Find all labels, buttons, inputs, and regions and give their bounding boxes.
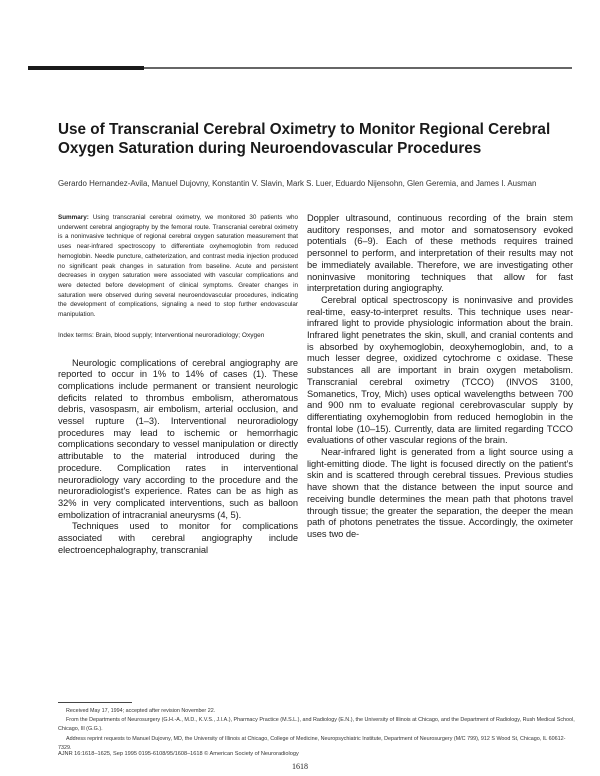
body-paragraph: Cerebral optical spectroscopy is noninvasive and provides real-time, easy-to-interpret results. This technique uses near-infrared light to provide physiologic information about the brain. Infrared light penetrates the skin, skull, and cranial contents and is absorbed by oxyhemoglobin, deoxyhemoglobin, and, to a much lesser degree, oxidized cytochrome c oxidase. These substances all are important in brain oxygen metabolism. Transcranial cerebral oximetry (TCCO) (INVOS 3100, Somanetics, Troy, Mich) uses optical wavelengths between 700 and 900 nm to evaluate regional cerebrovascular supply by differentiating oxyhemoglobin from reduced hemoglobin in the frontal lobe (10–15). Currently, data are limited regarding TCCO evaluations of other vascular regions of the brain.	[307, 294, 573, 446]
index-terms: Index terms: Brain, blood supply; Interventional neuroradiology; Oxygen	[58, 331, 265, 339]
summary-abstract	[58, 213, 298, 320]
header-rule-thin	[144, 67, 572, 69]
summary-text: Using transcranial cerebral oximetry, we monitored 30 patients who underwent cerebral angiography by the femoral route. Transcranial cerebral oximetry is a noninvasive technique of regional cerebral oxygen saturation measurement that uses near-infrared spectroscopy to differentiate oxyhemoglobin from reduced hemoglobin. Needle puncture, catheterization, and contrast media injection produced no significant peak changes in saturation from baseline. Acute and persistent decreases in oxygen saturation were associated with vascular complications and were detected before development of clinical symptoms. Greater changes in saturation were observed during several neuroendovascular procedures, indicating the development of complications, signaling a need to stop further endovascular manipulation.	[58, 214, 298, 319]
right-column	[307, 213, 573, 541]
footnote-divider	[58, 702, 132, 703]
page-number: 1618	[292, 762, 308, 771]
footnote-reprint-address: Address reprint requests to Manuel Dujovny, MD, the University of Illinois at Chicago, College of Medicine, Neuropsychiatric Institute, Department of Neurosurgery (M/C 799), 912 S Wood St, Chicago, IL 60612-7329.	[58, 735, 566, 751]
footnote-affiliations: From the Departments of Neurosurgery (G.H.-A., M.D., K.V.S., J.I.A.), Pharmacy Practice (M.S.L.), and Radiology (E.N.), the University of Illinois at Chicago, and the Department of Radiology, Rush Medical School, Chicago, Ill (G.G.).	[58, 717, 575, 733]
journal-citation: AJNR 16:1618–1625, Sep 1995 0195-6108/95/1608–1618 © American Society of Neuroradiology	[58, 751, 299, 757]
footnotes	[58, 707, 578, 753]
body-paragraph: Doppler ultrasound, continuous recording of the brain stem auditory responses, and motor and somatosensory evoked potentials (6–9). Each of these methods requires trained personnel to perform, and interpretation of their results may not be immediately available. Therefore, we are investigating other noninvasive monitoring techniques that allow for fast interpretation during angiography.	[307, 213, 573, 294]
body-paragraph: Techniques used to monitor for complications associated with cerebral angiography include electroencephalography, transcranial	[58, 521, 298, 555]
left-column	[58, 213, 298, 556]
footnote-received: Received May 17, 1994; accepted after revision November 22.	[66, 708, 216, 714]
body-paragraph: Near-infrared light is generated from a light source using a light-emitting diode. The light is focused directly on the patient’s skin and is scattered through cerebral tissues. Previous studies have shown that the distance between the input source and receiving bundle determines the mean path that photons travel through tissue; the greater the separation, the deeper the mean path of photons penetrates the tissue. Accordingly, the oximeter uses two de-	[307, 447, 573, 539]
summary-label: Summary:	[58, 214, 89, 221]
article-title: Use of Transcranial Cerebral Oximetry to Monitor Regional Cerebral Oxygen Saturation during Neuroendovascular Procedures	[58, 121, 551, 157]
body-paragraph: Neurologic complications of cerebral angiography are reported to occur in 1% to 14% of cases (1). These complications include permanent or transient neurologic deficits related to thrombus embolism, atheromatous debris, vasospasm, air embolism, arterial occlusion, and vessel rupture (1–3). Interventional neuroradiology procedures may lead to ischemic or hemorrhagic complications secondary to vessel manipulation or directly attributable to the material introduced during the procedure. Complication rates in interventional neuroradiology vary according to the procedure and the neuroradiologist’s experience. Rates can be as high as 32% in very complicated interventions, such as balloon embolization of intracranial aneurysms (4, 5).	[58, 357, 298, 520]
author-list: Gerardo Hernandez-Avila, Manuel Dujovny, Konstantin V. Slavin, Mark S. Luer, Eduardo Nijensohn, Glen Geremia, and James I. Ausman	[58, 179, 537, 188]
header-rule-thick	[28, 66, 144, 70]
